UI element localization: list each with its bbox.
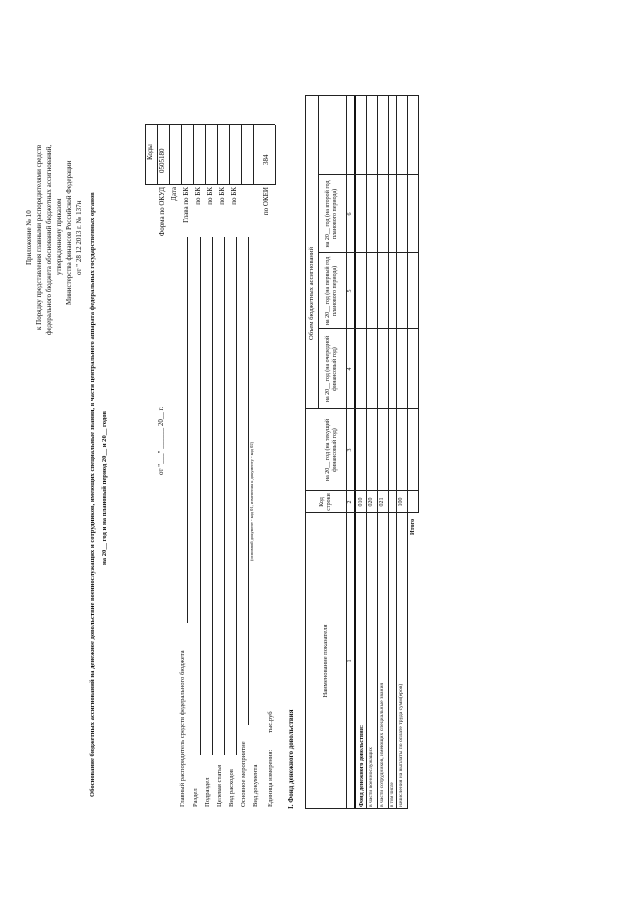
date-note: (основной документ - код 01, изменения к документу - код 02) <box>249 441 254 561</box>
field-label: Раздел <box>192 788 199 807</box>
table-row-code: 100 <box>398 497 405 507</box>
header-current-year: на 20__ год (на текущий финансовый год) <box>325 418 338 482</box>
field-label: Главный распорядитель средств федерального бюджета <box>179 650 186 807</box>
table-row-name: в том числе <box>390 782 395 807</box>
column-number: 2 <box>346 500 353 504</box>
header-row-code: Код строки <box>318 493 332 511</box>
column-number: 1 <box>346 659 353 663</box>
codes-header: Коды <box>146 144 154 160</box>
table-row-name: в части сотрудников, имеющих специальные звания <box>379 682 385 807</box>
codes-label: по БК <box>218 187 226 205</box>
field-label: Вид документа <box>252 764 259 807</box>
header-indicator-name: Наименование показателя <box>321 624 329 698</box>
table-row-name: Фонд денежного довольствия: <box>359 725 365 807</box>
codes-label: Форма по ОКУД <box>158 187 166 237</box>
codes-value: 384 <box>262 154 270 165</box>
header-budget-volume: Объем бюджетных ассигнований <box>307 247 315 340</box>
appendix-order-date: от " 28 12 2013 г. № 137н <box>75 200 83 275</box>
field-label: Вид расходов <box>228 769 235 807</box>
column-number: 3 <box>346 448 353 452</box>
codes-label: по БК <box>194 187 202 205</box>
column-number: 5 <box>346 289 353 293</box>
appendix-line: утвержденному приказом <box>55 198 63 275</box>
field-label: Подраздел <box>204 777 211 807</box>
table-row-code: 010 <box>357 497 364 507</box>
codes-value: 0505180 <box>158 148 166 173</box>
codes-label: по ОКЕИ <box>262 187 270 216</box>
column-number: 4 <box>346 367 353 371</box>
appendix-number: Приложение № 10 <box>25 210 33 265</box>
field-label: Основное мероприятие <box>240 741 247 807</box>
page-title: Обоснование бюджетных ассигнований на денежное довольствие военнослужащих и сотрудников, имеющих специальные звания, в части центрального аппарата федеральных государственных органов <box>89 192 96 797</box>
header-next-year: на 20__ год (на очередной финансовый год) <box>325 335 338 403</box>
column-number: 6 <box>346 212 353 216</box>
table-row-name: начисления на выплаты по оплате труда сумм(еров) <box>398 683 404 807</box>
appendix-line: к Порядку представления главными распорядителями средств <box>35 144 43 330</box>
section-title: I. Фонд денежного довольствия <box>287 709 295 809</box>
appendix-line: Министерства финансов Российской Федерации <box>65 160 73 305</box>
document-date: от "___" ______ 20__ г. <box>157 406 165 475</box>
table-row-code: 021 <box>379 497 386 507</box>
page-subtitle: на 20__ год и на плановый период 20__ и 20__ годов <box>101 411 108 565</box>
table-row-name: в части военнослужащих <box>368 747 374 807</box>
unit-label: Единица измерения: <box>267 749 274 807</box>
table-row-code: 020 <box>368 497 375 507</box>
appendix-line: федерального бюджета обоснований бюджетных ассигнований, <box>45 144 53 335</box>
header-plan-year-2: на 20__ год (на второй год планового периода) <box>325 180 338 248</box>
header-plan-year-1: на 20__ год (на первый год планового периода) <box>325 256 338 326</box>
codes-label: Глава по БК <box>182 187 190 223</box>
codes-label: по БК <box>230 187 238 205</box>
codes-label: Дата <box>170 187 178 201</box>
total-label: Итого <box>410 518 416 535</box>
field-label: Целевая статья <box>216 764 223 807</box>
unit-value: тыс.руб <box>267 711 274 733</box>
codes-label: по БК <box>206 187 214 205</box>
